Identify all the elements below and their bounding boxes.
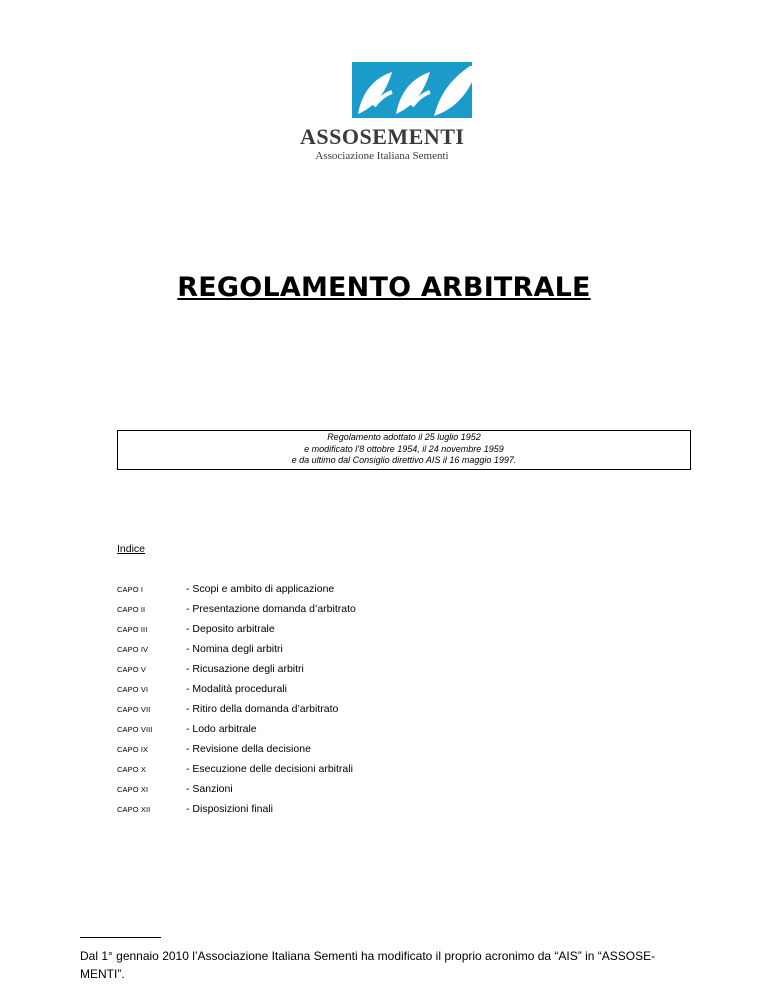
toc-chapter-number: CAPO IX [117,745,149,754]
toc-chapter-number: CAPO VI [117,685,149,694]
toc-chapter-number: CAPO III [117,625,148,634]
toc-item [117,663,617,683]
adoption-note-line: e modificato l’8 ottobre 1954, il 24 novembre 1959 [304,443,504,454]
toc-item [117,683,617,703]
toc-chapter-title: - Deposito arbitrale [186,623,275,635]
toc-chapter-title: - Lodo arbitrale [186,723,257,735]
toc-item [117,743,617,763]
toc-item [117,803,617,823]
toc-item [117,623,617,643]
footnote-line: MENTI”. [80,967,125,981]
toc-chapter-number: CAPO VII [117,705,151,714]
toc-item [117,583,617,603]
toc-item [117,763,617,783]
toc-chapter-title: - Nomina degli arbitri [186,643,283,655]
toc-chapter-title: - Presentazione domanda d’arbitrato [186,603,356,615]
toc-item [117,643,617,663]
toc-chapter-title: - Modalità procedurali [186,683,287,695]
adoption-note-box [117,430,691,470]
logo-leaves-icon [352,62,472,118]
toc-chapter-number: CAPO II [117,605,146,614]
toc-chapter-title: - Ritiro della domanda d’arbitrato [186,703,339,715]
footnote [80,947,680,983]
toc-chapter-title: - Scopi e ambito di applicazione [186,583,335,595]
toc-chapter-number: CAPO XI [117,785,149,794]
assosementi-logo [296,62,476,166]
toc-item [117,783,617,803]
toc-chapter-number: CAPO XII [117,805,151,814]
toc-item [117,703,617,723]
toc-chapter-number: CAPO IV [117,645,149,654]
toc-chapter-title: - Ricusazione degli arbitri [186,663,304,675]
toc-item [117,603,617,623]
toc-item [117,723,617,743]
footnote-line: Dal 1° gennaio 2010 l’Associazione Italiana Sementi ha modificato il proprio acronimo da “AIS” in “ASSOSE- [80,949,656,963]
toc-chapter-number: CAPO X [117,765,146,774]
logo-subtitle: Associazione Italiana Sementi [315,150,449,162]
toc-chapter-title: - Sanzioni [186,783,233,795]
footnote-separator [80,937,161,938]
toc-chapter-title: - Esecuzione delle decisioni arbitrali [186,763,353,775]
logo-name: ASSOSEMENTI [300,124,465,149]
toc-chapter-number: CAPO V [117,665,146,674]
toc-chapter-title: - Revisione della decisione [186,743,311,755]
toc-chapter-number: CAPO I [117,585,144,594]
toc-chapter-number: CAPO VIII [117,725,153,734]
document-title: REGOLAMENTO ARBITRALE [177,272,591,303]
toc-chapter-title: - Disposizioni finali [186,803,273,815]
adoption-note-line: e da ultimo dal Consiglio direttivo AIS il 16 maggio 1997. [291,455,517,465]
adoption-note-line: Regolamento adottato il 25 luglio 1952 [327,432,481,442]
index-heading: Indice [117,543,146,555]
